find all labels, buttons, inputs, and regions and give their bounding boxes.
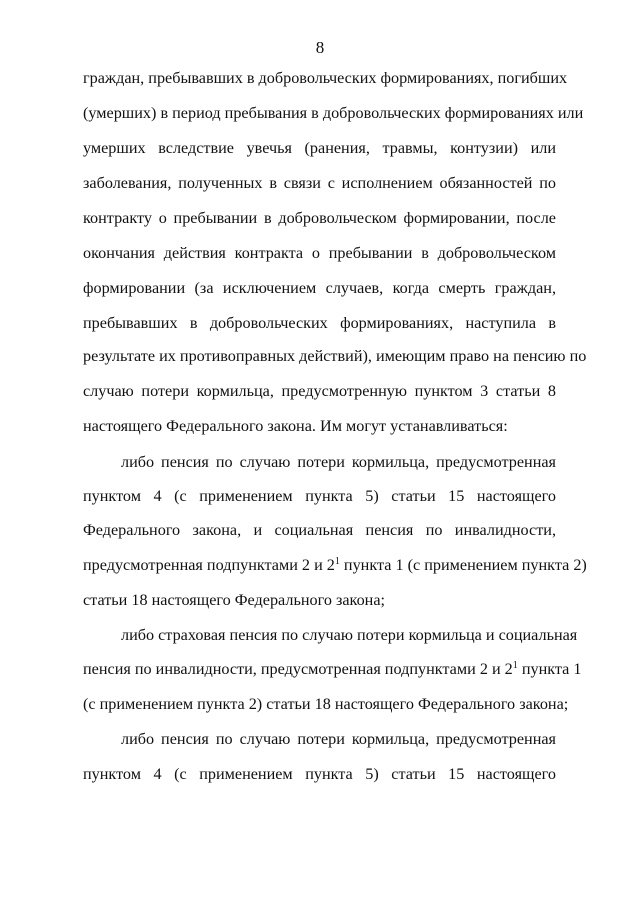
text-line: заболевания, полученных в связи с исполнением обязанностей по: [83, 174, 556, 192]
paragraph-first-line: либо пенсия по случаю потери кормильца, предусмотренная: [121, 730, 556, 748]
paragraph-first-line: либо пенсия по случаю потери кормильца, предусмотренная: [121, 453, 556, 471]
text-line: результате их противоправных действий), имеющим право на пенсию по: [83, 347, 587, 365]
text-line: формировании (за исключением случаев, когда смерть граждан,: [83, 279, 556, 297]
text-line: настоящего Федерального закона. Им могут устанавливаться:: [83, 417, 508, 435]
paragraph-first-line: либо страховая пенсия по случаю потери кормильца и социальная: [121, 626, 578, 644]
text-line: пребывавших в добровольческих формированиях, наступила в: [83, 314, 556, 332]
superscript: 1: [512, 660, 518, 671]
text-segment: пенсия по инвалидности, предусмотренная подпунктами 2 и 2: [83, 660, 513, 678]
text-line: пунктом 4 (с применением пункта 5) статьи 15 настоящего: [83, 487, 556, 505]
text-segment: предусмотренная подпунктами 2 и 2: [83, 556, 335, 574]
text-line: граждан, пребывавших в добровольческих формированиях, погибших: [83, 69, 568, 87]
text-line-with-superscript: [83, 555, 587, 575]
text-line: окончания действия контракта о пребывании в добровольческом: [83, 244, 556, 262]
text-line: случаю потери кормильца, предусмотренную пунктом 3 статьи 8: [83, 382, 556, 400]
text-line: (умерших) в период пребывания в добровольческих формированиях или: [83, 104, 584, 122]
text-line: Федерального закона, и социальная пенсия по инвалидности,: [83, 521, 556, 539]
page-number: 8: [315, 38, 325, 57]
text-line: (с применением пункта 2) статьи 18 настоящего Федерального закона;: [83, 695, 569, 713]
superscript: 1: [334, 556, 340, 567]
text-line-with-superscript: [83, 659, 582, 679]
text-segment: пункта 1: [517, 660, 582, 678]
text-line: пунктом 4 (с применением пункта 5) статьи 15 настоящего: [83, 765, 556, 783]
text-line: статьи 18 настоящего Федерального закона;: [83, 591, 386, 609]
text-segment: пункта 1 (с применением пункта 2): [339, 556, 587, 574]
text-line: контракту о пребывании в добровольческом формировании, после: [83, 209, 556, 227]
text-line: умерших вследствие увечья (ранения, травмы, контузии) или: [83, 139, 556, 157]
